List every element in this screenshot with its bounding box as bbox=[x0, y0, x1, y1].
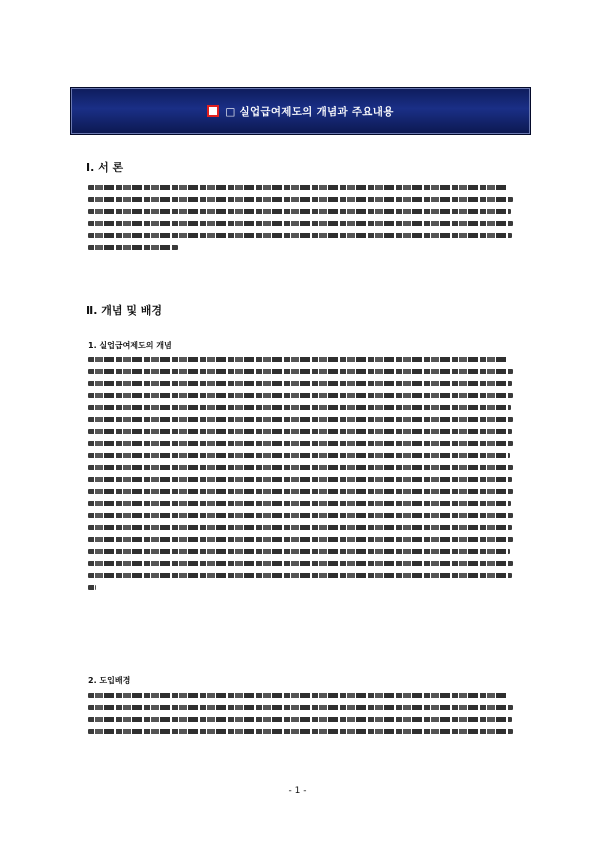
intro-paragraph bbox=[88, 185, 513, 257]
text-line bbox=[88, 549, 510, 554]
text-line bbox=[88, 585, 96, 590]
text-line bbox=[88, 729, 513, 734]
section-heading-background: Ⅱ. 개념 및 배경 bbox=[86, 304, 163, 317]
text-line bbox=[88, 693, 508, 698]
text-line bbox=[88, 717, 512, 722]
square-bullet-icon bbox=[207, 105, 219, 117]
text-line bbox=[88, 573, 512, 578]
text-line bbox=[88, 561, 513, 566]
document-title: □ 실업급여제도의 개념과 주요내용 bbox=[225, 105, 394, 118]
text-line bbox=[88, 429, 512, 434]
text-line bbox=[88, 489, 513, 494]
text-line bbox=[88, 381, 512, 386]
text-line bbox=[88, 209, 511, 214]
text-line bbox=[88, 245, 178, 250]
text-line bbox=[88, 221, 513, 226]
text-line bbox=[88, 477, 512, 482]
text-line bbox=[88, 525, 512, 530]
section-heading-intro: Ⅰ. 서 론 bbox=[86, 161, 124, 174]
subsection-heading-background: 2. 도입배경 bbox=[88, 676, 131, 685]
title-banner bbox=[70, 87, 531, 135]
text-line bbox=[88, 369, 513, 374]
text-line bbox=[88, 465, 513, 470]
text-line bbox=[88, 453, 510, 458]
text-line bbox=[88, 441, 513, 446]
text-line bbox=[88, 417, 513, 422]
text-line bbox=[88, 393, 513, 398]
text-line bbox=[88, 501, 511, 506]
text-line bbox=[88, 513, 513, 518]
text-line bbox=[88, 705, 513, 710]
text-line bbox=[88, 357, 508, 362]
subsection-heading-concept: 1. 실업급여제도의 개념 bbox=[88, 341, 172, 350]
text-line bbox=[88, 537, 513, 542]
concept-paragraph bbox=[88, 357, 513, 597]
text-line bbox=[88, 233, 512, 238]
page-number: - 1 - bbox=[288, 786, 307, 796]
text-line bbox=[88, 185, 508, 190]
background-paragraph bbox=[88, 693, 513, 741]
text-line bbox=[88, 197, 513, 202]
text-line bbox=[88, 405, 511, 410]
